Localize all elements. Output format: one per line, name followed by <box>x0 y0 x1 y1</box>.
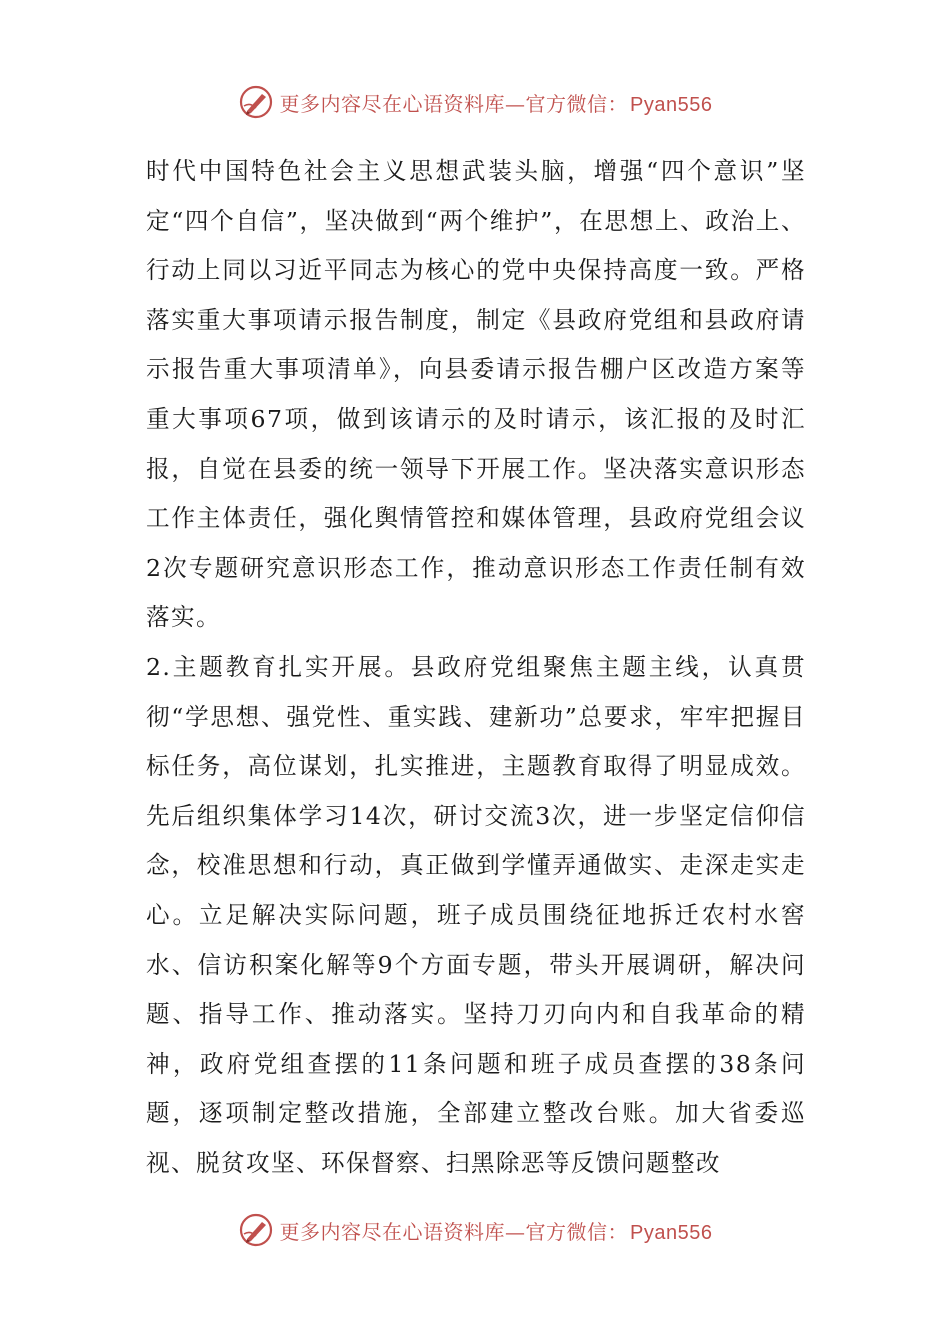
document-body <box>146 147 806 1188</box>
pen-logo-icon <box>238 84 274 120</box>
paragraph: 2.主题教育扎实开展。县政府党组聚焦主题主线，认真贯彻“学思想、强党性、重实践、建新功”总要求，牢牢把握目标任务，高位谋划，扎实推进，主题教育取得了明显成效。先后组织集体学习14次，研讨交流3次，进一步坚定信仰信念，校准思想和行动，真正做到学懂弄通做实、走深走实走心。立足解决实际问题，班子成员围绕征地拆迁农村水窖水、信访积案化解等9个方面专题，带头开展调研，解决问题、指导工作、推动落实。坚持刀刃向内和自我革命的精神，政府党组查摆的11条问题和班子成员查摆的38条问题，逐项制定整改措施，全部建立整改台账。加大省委巡视、脱贫攻坚、环保督察、扫黑除恶等反馈问题整改 <box>146 652 806 1177</box>
footer-banner <box>0 1210 950 1250</box>
paragraph: 时代中国特色社会主义思想武装头脑，增强“四个意识”坚定“四个自信”，坚决做到“两个维护”，在思想上、政治上、行动上同以习近平同志为核心的党中央保持高度一致。严格落实重大事项请示报告制度，制定《县政府党组和县政府请示报告重大事项清单》，向县委请示报告棚户区改造方案等重大事项67项，做到该请示的及时请示，该汇报的及时汇报，自觉在县委的统一领导下开展工作。坚决落实意识形态工作主体责任，强化舆情管控和媒体管理，县政府党组会议2次专题研究意识形态工作，推动意识形态工作责任制有效落实。 <box>146 157 806 632</box>
pen-logo-icon <box>238 1212 274 1248</box>
header-banner <box>0 82 950 122</box>
header-banner-text: 更多内容尽在心语资料库—官方微信： Pyan556 <box>279 91 713 116</box>
wechat-id: Pyan556 <box>630 1221 713 1244</box>
footer-banner-text: 更多内容尽在心语资料库—官方微信： Pyan556 <box>279 1219 713 1244</box>
wechat-id: Pyan556 <box>630 93 713 116</box>
